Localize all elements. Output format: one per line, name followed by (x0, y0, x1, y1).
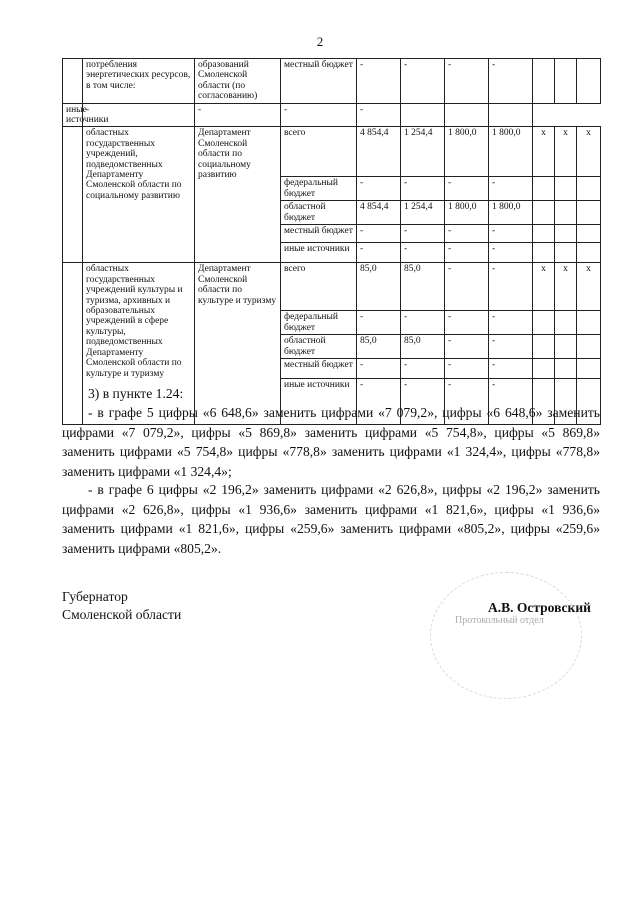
signature-name: А.В. Островский (488, 600, 591, 615)
mark-cell (533, 201, 555, 225)
object-cell: потребления энергетических ресурсов, в том числе: (83, 59, 195, 104)
num-cell (63, 127, 83, 263)
mark-cell (577, 59, 601, 104)
mark-cell: х (555, 263, 577, 311)
value-cell: - (357, 311, 401, 335)
value-cell: - (445, 225, 489, 243)
mark-cell (533, 225, 555, 243)
mark-cell (555, 311, 577, 335)
value-cell: - (489, 243, 533, 263)
value-cell: - (401, 379, 445, 425)
value-cell: - (281, 103, 357, 127)
mark-cell (577, 201, 601, 225)
mark-cell (577, 311, 601, 335)
mark-cell: х (533, 127, 555, 177)
value-cell: - (445, 177, 489, 201)
value-cell: 85,0 (401, 263, 445, 311)
value-cell: - (357, 59, 401, 104)
value-cell: - (489, 311, 533, 335)
source-cell: федеральный бюджет (281, 311, 357, 335)
value-cell: 85,0 (401, 335, 445, 359)
object-cell: областных государственных учреждений культуры и туризма, архивных и образовательных учреждений в сфере культуры, подведомственных Департаменту Смоленской области по культуре и туризму (83, 263, 195, 425)
num-cell (63, 263, 83, 425)
mark-cell (577, 243, 601, 263)
value-cell: 1 800,0 (489, 127, 533, 177)
paragraph-2: - в графе 6 цифры «2 196,2» заменить цифрами «2 626,8», цифры «2 196,2» заменить цифрами «2 626,8», цифры «1 936,6» заменить цифрами «1 821,6», цифры «1 936,6» заменить цифрами «1 821,6», цифры «259,6» заменить цифрами «805,2», цифры «259,6» заменить цифрами «805,2». (62, 482, 600, 556)
mark-cell (555, 243, 577, 263)
value-cell: - (445, 359, 489, 379)
value-cell: 85,0 (357, 263, 401, 311)
value-cell: 1 800,0 (445, 201, 489, 225)
executor-cell: Департамент Смоленской области по культуре и туризму (195, 263, 281, 425)
value-cell: - (445, 311, 489, 335)
table-row (63, 103, 601, 127)
value-cell: - (401, 243, 445, 263)
value-cell: - (401, 311, 445, 335)
value-cell: - (445, 335, 489, 359)
value-cell: - (357, 103, 401, 127)
mark-cell (555, 359, 577, 379)
value-cell: - (489, 359, 533, 379)
value-cell: - (489, 263, 533, 311)
table-row (63, 263, 601, 311)
value-cell: - (489, 335, 533, 359)
mark-cell (533, 59, 555, 104)
value-cell: - (357, 243, 401, 263)
value-cell: - (357, 359, 401, 379)
value-cell: - (195, 103, 281, 127)
executor-cell: образований Смоленской области (по согласованию) (195, 59, 281, 104)
mark-cell (555, 59, 577, 104)
mark-cell (445, 103, 489, 127)
value-cell: 1 254,4 (401, 127, 445, 177)
source-cell: всего (281, 127, 357, 177)
value-cell: - (445, 263, 489, 311)
governor-title-line2: Смоленской области (62, 607, 182, 622)
mark-cell (533, 359, 555, 379)
mark-cell (555, 201, 577, 225)
mark-cell (577, 225, 601, 243)
mark-cell (577, 335, 601, 359)
source-cell: местный бюджет (281, 225, 357, 243)
page-number: 2 (316, 34, 324, 49)
value-cell: 4 854,4 (357, 127, 401, 177)
executor-cell: Департамент Смоленской области по социальному развитию (195, 127, 281, 263)
mark-cell (533, 311, 555, 335)
value-cell: - (357, 379, 401, 425)
mark-cell: х (555, 127, 577, 177)
value-cell: 1 800,0 (445, 127, 489, 177)
value-cell: - (357, 177, 401, 201)
value-cell: - (401, 177, 445, 201)
value-cell: - (445, 243, 489, 263)
mark-cell (555, 225, 577, 243)
budget-table (62, 58, 601, 425)
value-cell: 85,0 (357, 335, 401, 359)
source-cell: иные источники (63, 103, 83, 127)
mark-cell (533, 335, 555, 359)
value-cell: - (445, 59, 489, 104)
mark-cell: х (533, 263, 555, 311)
stamp-text: Протокольный отдел (455, 615, 544, 626)
value-cell: - (489, 177, 533, 201)
num-cell (63, 59, 83, 104)
mark-cell: х (577, 263, 601, 311)
value-cell: 1 800,0 (489, 201, 533, 225)
source-cell: федеральный бюджет (281, 177, 357, 201)
source-cell: местный бюджет (281, 359, 357, 379)
table-row (63, 127, 601, 177)
mark-cell (489, 103, 533, 127)
value-cell: - (401, 359, 445, 379)
official-stamp (430, 572, 582, 699)
value-cell: - (357, 225, 401, 243)
source-cell: иные источники (281, 243, 357, 263)
mark-cell (555, 177, 577, 201)
value-cell: - (489, 59, 533, 104)
value-cell: - (401, 59, 445, 104)
source-cell: иные источники (281, 379, 357, 425)
value-cell: - (489, 225, 533, 243)
source-cell: местный бюджет (281, 59, 357, 104)
value-cell: - (83, 103, 195, 127)
mark-cell (577, 359, 601, 379)
value-cell: 4 854,4 (357, 201, 401, 225)
object-cell: областных государственных учреждений, подведомственных Департаменту Смоленской области по социальному развитию (83, 127, 195, 263)
source-cell: областной бюджет (281, 201, 357, 225)
source-cell: областной бюджет (281, 335, 357, 359)
value-cell: - (445, 379, 489, 425)
value-cell: - (489, 379, 533, 425)
table-row (63, 59, 601, 104)
mark-cell (401, 103, 445, 127)
mark-cell (533, 177, 555, 201)
value-cell: 1 254,4 (401, 201, 445, 225)
value-cell: - (401, 225, 445, 243)
mark-cell (555, 335, 577, 359)
source-cell: всего (281, 263, 357, 311)
governor-title-line1: Губернатор (62, 589, 128, 604)
mark-cell: х (577, 127, 601, 177)
mark-cell (577, 177, 601, 201)
mark-cell (533, 243, 555, 263)
item-heading: 3) в пункте 1.24: (88, 386, 184, 401)
paragraph-1: - в графе 5 цифры «6 648,6» заменить цифрами «7 079,2», цифры «6 648,6» заменить цифрами «7 079,2», цифры «5 869,8» заменить цифрами «5 754,8», цифры «5 869,8» заменить цифрами «5 754,8» цифры «778,8» заменить цифрами «1 324,4», цифры «778,8» заменить цифрами «1 324,4»; (62, 405, 600, 479)
